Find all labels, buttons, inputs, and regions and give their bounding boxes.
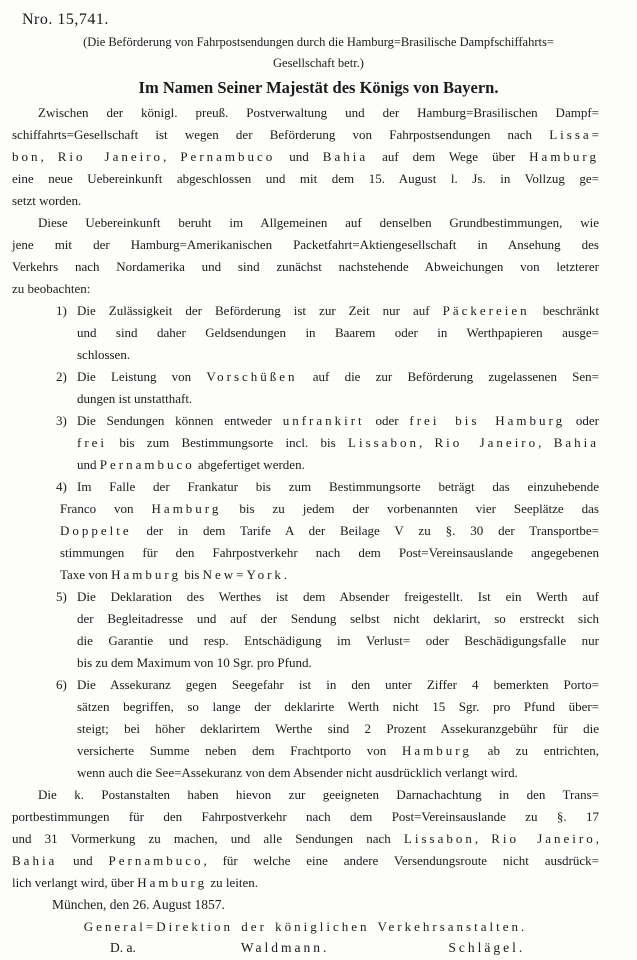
subject-line-2: Gesellschaft betr.) (273, 56, 364, 70)
text-line: setzt worden. (12, 193, 82, 208)
main-heading: Im Namen Seiner Majestät des Königs von Bayern. (138, 78, 499, 97)
letterspaced-text: Lissabon (403, 831, 475, 846)
letterspaced-text: bon (12, 149, 41, 164)
text-line: Die Deklaration des Werthes ist dem Absender freigestellt. Ist ein Werth auf (77, 589, 599, 604)
signature-name-schlaegel (448, 937, 525, 958)
text-line: der Begleitadresse und auf der Sendung selbst nicht deklarirt, so erstreckt sich (77, 611, 599, 626)
item-number: 5) (56, 589, 67, 604)
text-line: sätzen begriffen, so lange der deklarirte Werth nicht 15 Sgr. pro Pfund über= (77, 699, 599, 714)
opening-paragraph (12, 102, 599, 212)
text-line: frei bis zum Bestimmungsorte incl. bis Lissabon, Rio Janeiro, Bahia (77, 435, 600, 450)
letterspaced-text: Lissa (549, 127, 592, 142)
document-body (0, 102, 637, 958)
text-line: Die Assekuranz gegen Seegefahr ist in den unter Ziffer 4 bemerkten Porto= (77, 677, 599, 692)
list-item-6 (12, 674, 599, 784)
item-number: 2) (56, 369, 67, 384)
letterspaced-text: frei (77, 435, 108, 450)
text-line: bis zu dem Maximum von 10 Sgr. pro Pfund. (77, 655, 312, 670)
letterspaced-text: frei bis Hamburg (409, 413, 566, 428)
letterspaced-text: Bahia (553, 435, 600, 450)
date-line: München, den 26. August 1857. (52, 897, 225, 912)
signature-name-waldmann (241, 937, 330, 958)
list-item-3 (12, 410, 599, 476)
text-line: Taxe von Hamburg bis New=York. (60, 567, 288, 582)
text-line: bon, Rio Janeiro, Pernambuco und Bahia auf dem Wege über Hamburg (12, 149, 600, 164)
text-line: Zwischen der königl. preuß. Postverwaltung und der Hamburg=Brasilischen Dampf= (38, 105, 599, 120)
text-line: Die k. Postanstalten haben hievon zur geeigneten Darnachachtung in den Trans= (38, 787, 599, 802)
text-line: lich verlangt wird, über Hamburg zu leiten. (12, 875, 259, 890)
letterspaced-text: Schlägel. (448, 940, 526, 955)
letterspaced-text: General=Direktion der königlichen Verkehrsanstalten. (83, 919, 528, 934)
text-line: steigt; bei höher deklarirtem Werthe sind 2 Prozent Assekuranzgebühr für die (77, 721, 599, 736)
text-line: portbestimmungen für den Fahrpostverkehr nach dem Post=Vereinsauslande zu §. 17 (12, 809, 599, 824)
text-line: die Garantie und resp. Entschädigung im Verlust= oder Beschädigungsfalle nur (77, 633, 599, 648)
text-line: Die Zulässigkeit der Beförderung ist zur Zeit nur auf Päckereien beschränkt (77, 303, 600, 318)
letterspaced-text: Bahia (12, 853, 58, 868)
item-number: 4) (56, 479, 67, 494)
letterspaced-text: Hamburg (151, 501, 222, 516)
list-item-4 (12, 476, 599, 586)
text-line: und sind daher Geldsendungen in Baarem oder in Werthpapieren ausge= (77, 325, 599, 340)
letterspaced-text: Hamburg (111, 567, 181, 582)
text-line: Doppelte der in dem Tarife A der Beilage V zu §. 30 der Transportbe= (60, 523, 599, 538)
list-item-2 (12, 366, 599, 410)
text-line: Franco von Hamburg bis zu jedem der vorbenannten vier Seeplätze das (60, 501, 599, 516)
text-line: stimmungen für den Fahrpostverkehr nach dem Post=Vereinsauslande angegebenen (60, 545, 599, 560)
signature-row (12, 937, 599, 958)
text-line: Diese Uebereinkunft beruht im Allgemeinen auf denselben Grundbestimmungen, wie (38, 215, 599, 230)
letterspaced-text: Doppelte (60, 523, 132, 538)
text-line: versicherte Summe neben dem Frachtporto von Hamburg ab zu entrichten, (77, 743, 599, 758)
closing-paragraph (12, 784, 599, 894)
signature-office (12, 916, 599, 937)
letterspaced-text: Waldmann. (240, 940, 330, 955)
list-item-1 (12, 300, 599, 366)
letterspaced-text: Pernambuco (108, 853, 204, 868)
letterspaced-text: Päckereien (442, 303, 530, 318)
letterspaced-text: Bahia (322, 149, 369, 164)
text-line: schlossen. (77, 347, 131, 362)
letterspaced-text: Rio Janeiro (434, 435, 539, 450)
text-line: und 31 Vormerkung zu machen, und alle Sendungen nach Lissabon, Rio Janeiro, (12, 831, 599, 846)
text-line: Bahia und Pernambuco, für welche eine andere Versendungsroute nicht ausdrück= (12, 853, 599, 868)
text-line: Im Falle der Frankatur bis zum Bestimmungsorte beträgt das einzuhebende (77, 479, 599, 494)
letterspaced-text: Lissabon (348, 435, 419, 450)
letterspaced-text: Hamburg (529, 149, 600, 164)
item-number: 1) (56, 303, 67, 318)
text-line: Die Sendungen können entweder unfrankirt oder frei bis Hamburg oder (77, 413, 600, 428)
text-line: schiffahrts=Gesellschaft ist wegen der Beförderung von Fahrpostsendungen nach Lissa= (12, 127, 599, 142)
text-line: jene mit der Hamburg=Amerikanischen Packetfahrt=Aktiengesellschaft in Ansehung des (12, 237, 599, 252)
signature-initials: D. a. (110, 940, 136, 955)
text-line: eine neue Uebereinkunft abgeschlossen und mit dem 15. August l. Js. in Vollzug ge= (12, 171, 599, 186)
letterspaced-text: Rio Janeiro (57, 149, 164, 164)
subject-line-1: (Die Beförderung von Fahrpostsendungen durch die Hamburg=Brasilische Dampfschiffahrts= (83, 35, 554, 49)
letterspaced-text: Vorschüßen (206, 369, 298, 384)
item-number: 3) (56, 413, 67, 428)
text-line: dungen ist unstatthaft. (77, 391, 193, 406)
letterspaced-text: unfrankirt (282, 413, 365, 428)
letterspaced-text: Hamburg (402, 743, 472, 758)
item-number: 6) (56, 677, 67, 692)
second-paragraph (12, 212, 599, 300)
text-line: zu beobachten: (12, 281, 91, 296)
list-item-5 (12, 586, 599, 674)
text-line: und Pernambuco abgefertiget werden. (77, 457, 305, 472)
letterspaced-text: Pernambuco (180, 149, 276, 164)
letterspaced-text: Pernambuco (99, 457, 195, 472)
document-number: Nro. 15,741. (22, 11, 109, 28)
letterspaced-text: Rio Janeiro (491, 831, 596, 846)
text-line: Die Leistung von Vorschüßen auf die zur Beförderung zugelassenen Sen= (77, 369, 599, 384)
text-line: wenn auch die See=Assekuranz von dem Absender nicht ausdrücklich verlangt wird. (77, 765, 518, 780)
text-line: Verkehrs nach Nordamerika und sind zunächst nachstehende Abweichungen von letzterer (12, 259, 599, 274)
letterspaced-text: New=York (202, 567, 284, 582)
letterspaced-text: Hamburg (137, 875, 208, 890)
